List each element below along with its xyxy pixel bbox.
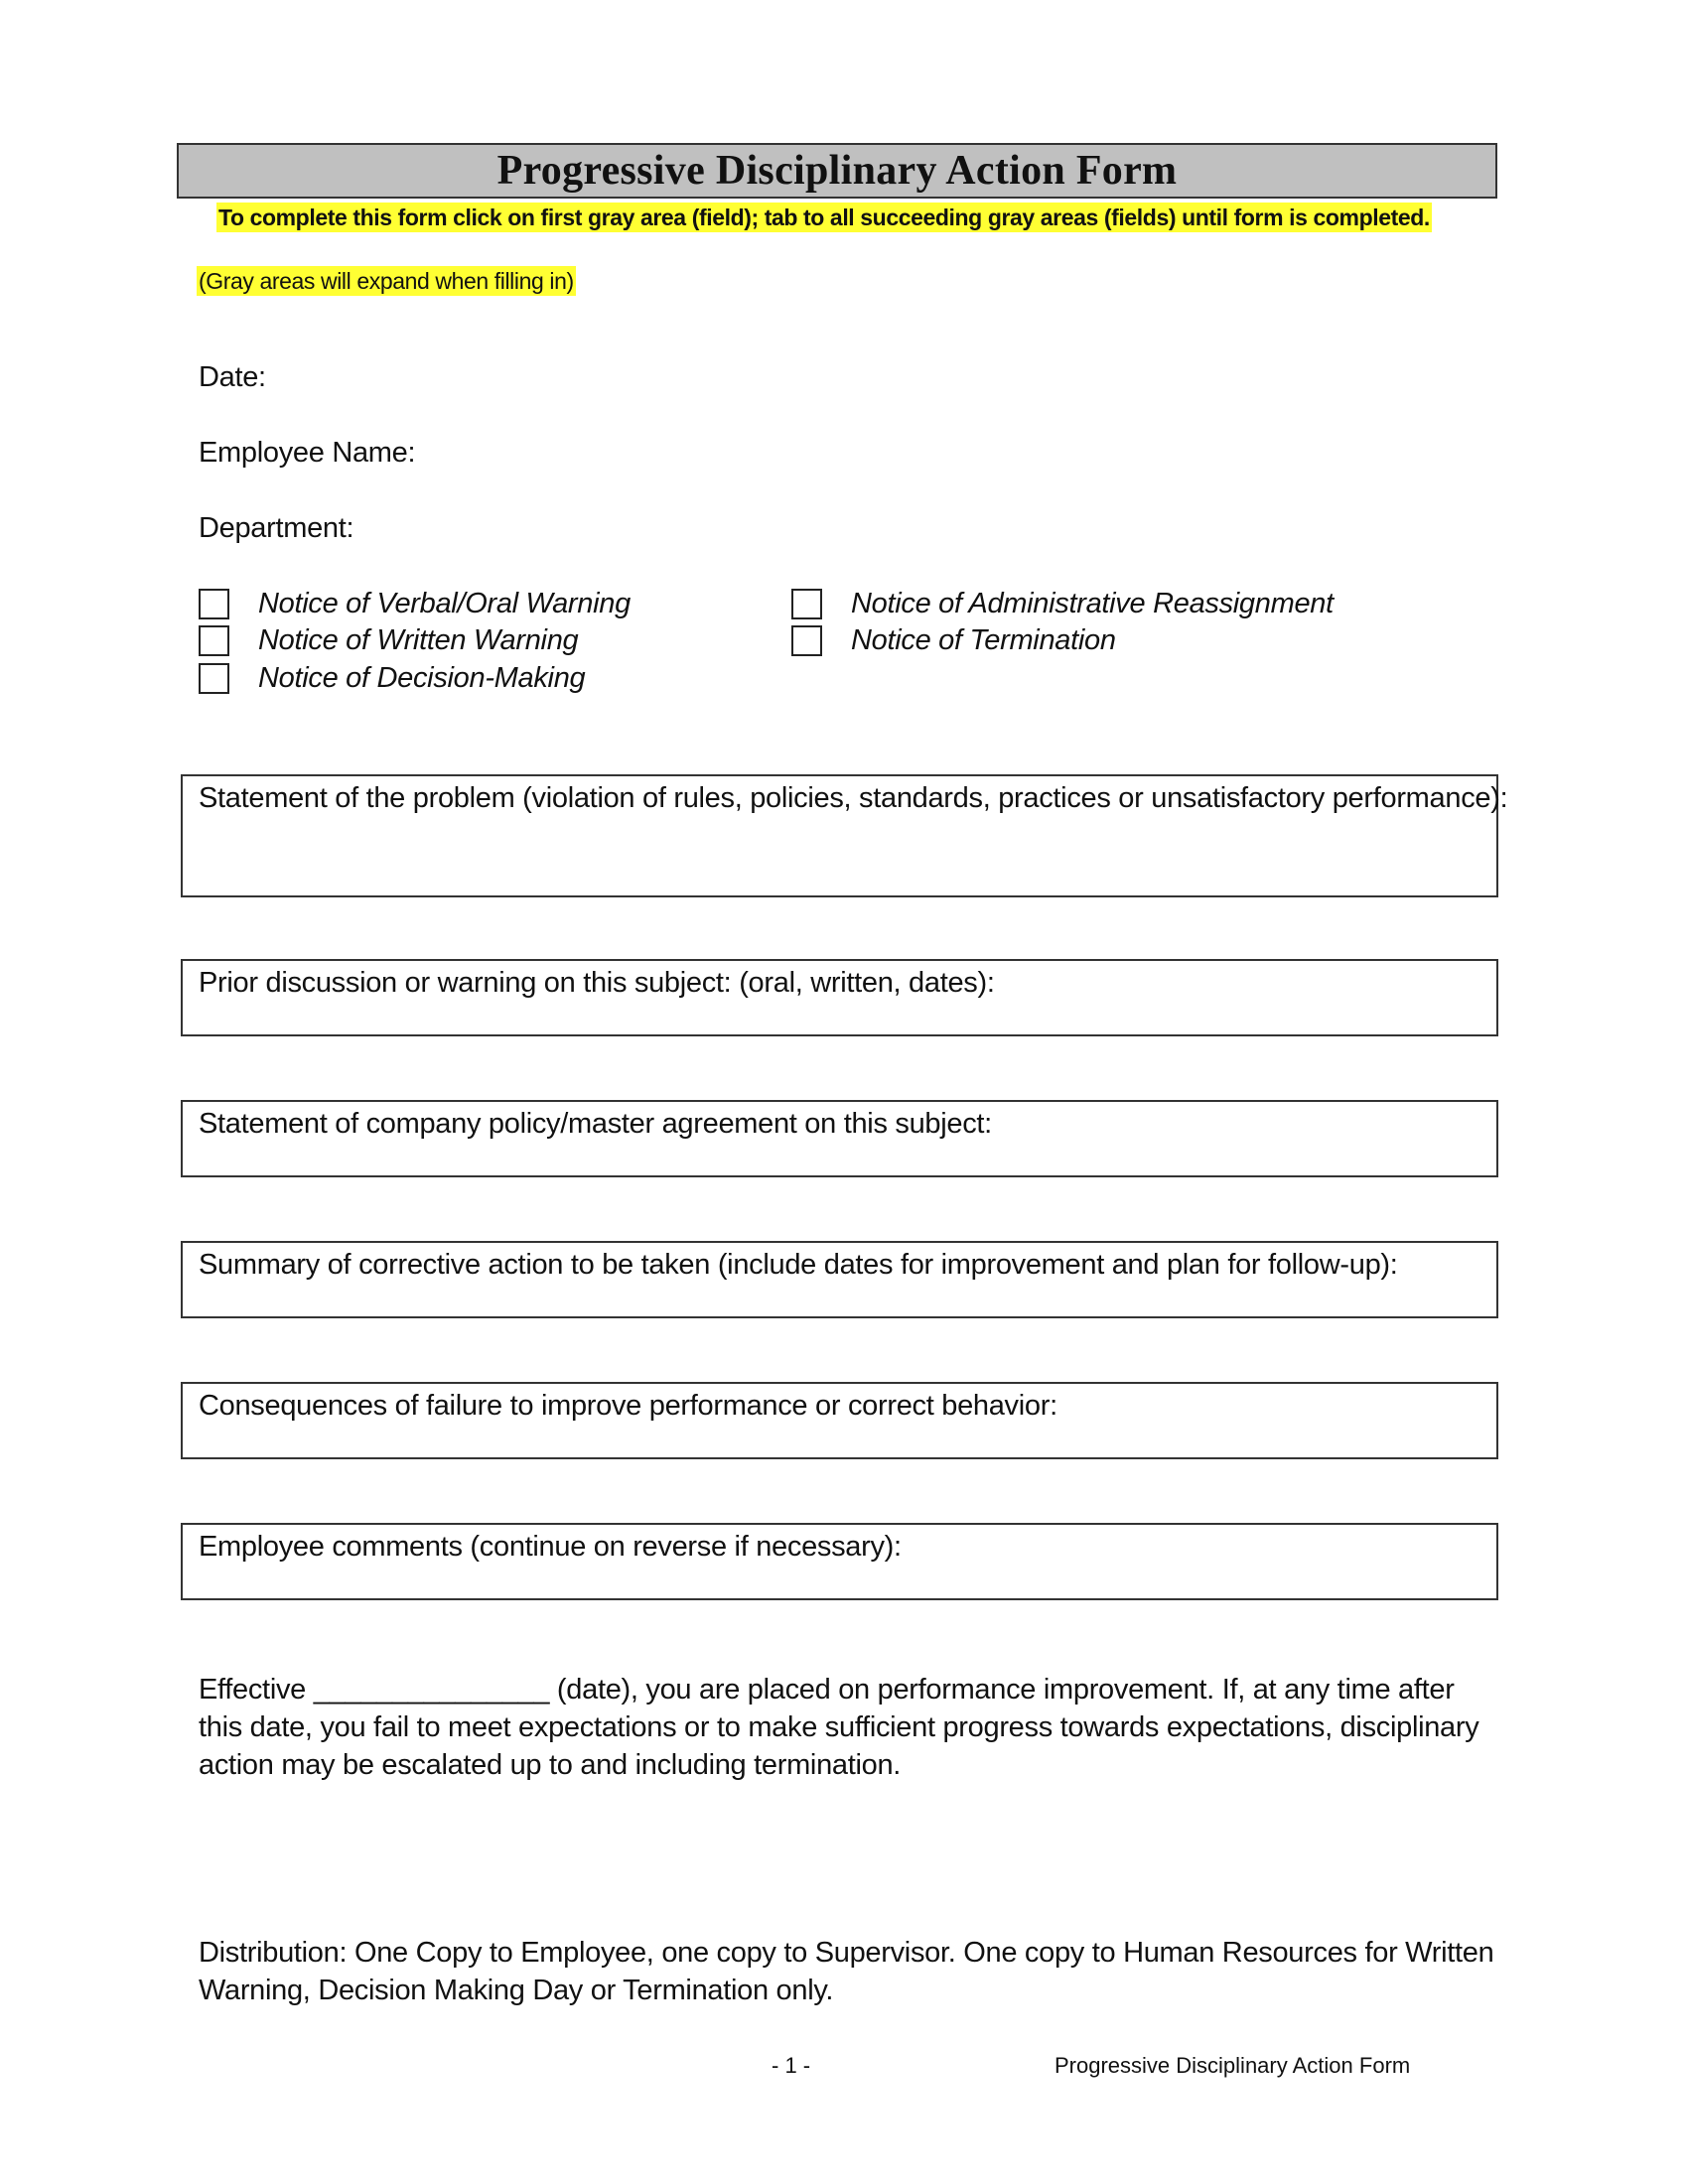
- notice-label: Notice of Termination: [851, 624, 1116, 656]
- company-policy-input[interactable]: [199, 1146, 1480, 1169]
- prior-discussion-input[interactable]: [199, 1005, 1480, 1028]
- admin-reassignment-checkbox[interactable]: [791, 589, 822, 619]
- gray-areas-note: (Gray areas will expand when filling in): [199, 268, 574, 294]
- notice-label: Notice of Verbal/Oral Warning: [258, 588, 631, 619]
- notice-verbal-warning-option[interactable]: [199, 588, 631, 620]
- distribution-paragraph: Distribution: One Copy to Employee, one copy to Supervisor. One copy to Human Resources for Written Warning, Decision Making Day or Termination only.: [199, 1937, 1494, 2006]
- decision-making-checkbox[interactable]: [199, 663, 229, 694]
- effective-date-paragraph: Effective _______________ (date), you are placed on performance improvement. If, at any time after this date, you fail to meet expectations or to make sufficient progress towards expectations, disciplinary action may be escalated up to and including termination.: [199, 1674, 1479, 1781]
- employee-name-field-label[interactable]: Employee Name:: [199, 437, 416, 469]
- company-policy-box[interactable]: [181, 1100, 1498, 1177]
- termination-checkbox[interactable]: [791, 625, 822, 656]
- page-title: Progressive Disciplinary Action Form: [496, 148, 1178, 194]
- notice-label: Notice of Administrative Reassignment: [851, 588, 1334, 619]
- corrective-action-label: Summary of corrective action to be taken (include dates for improvement and plan for follow-up):: [199, 1249, 1398, 1281]
- problem-statement-input[interactable]: [199, 820, 1480, 889]
- corrective-action-box[interactable]: [181, 1241, 1498, 1318]
- employee-comments-label: Employee comments (continue on reverse if necessary):: [199, 1531, 902, 1563]
- problem-statement-box[interactable]: [181, 774, 1508, 897]
- company-policy-label: Statement of company policy/master agreement on this subject:: [199, 1108, 992, 1140]
- notice-termination-option[interactable]: [791, 624, 1116, 657]
- verbal-warning-checkbox[interactable]: [199, 589, 229, 619]
- problem-statement-label: Statement of the problem (violation of rules, policies, standards, practices or unsatisfactory performance):: [199, 782, 1508, 814]
- consequences-box[interactable]: [181, 1382, 1498, 1459]
- employee-comments-input[interactable]: [199, 1569, 1480, 1592]
- department-field-label[interactable]: Department:: [199, 512, 354, 544]
- page-number: - 1 -: [772, 2053, 811, 2078]
- notice-decision-making-option[interactable]: [199, 662, 585, 695]
- notice-admin-reassignment-option[interactable]: [791, 588, 1334, 620]
- title-bar: [177, 143, 1497, 199]
- notice-label: Notice of Written Warning: [258, 624, 579, 656]
- notice-written-warning-option[interactable]: [199, 624, 578, 657]
- notice-label: Notice of Decision-Making: [258, 662, 586, 694]
- consequences-label: Consequences of failure to improve performance or correct behavior:: [199, 1390, 1057, 1422]
- prior-discussion-box[interactable]: [181, 959, 1498, 1036]
- footer-form-name: Progressive Disciplinary Action Form: [1055, 2053, 1411, 2078]
- employee-comments-box[interactable]: [181, 1523, 1498, 1600]
- instructions-text: To complete this form click on first gray area (field); tab to all succeeding gray areas (fields) until form is completed.: [218, 205, 1430, 230]
- written-warning-checkbox[interactable]: [199, 625, 229, 656]
- consequences-input[interactable]: [199, 1428, 1480, 1451]
- date-field-label[interactable]: Date:: [199, 361, 266, 393]
- prior-discussion-label: Prior discussion or warning on this subject: (oral, written, dates):: [199, 967, 995, 999]
- corrective-action-input[interactable]: [199, 1287, 1480, 1310]
